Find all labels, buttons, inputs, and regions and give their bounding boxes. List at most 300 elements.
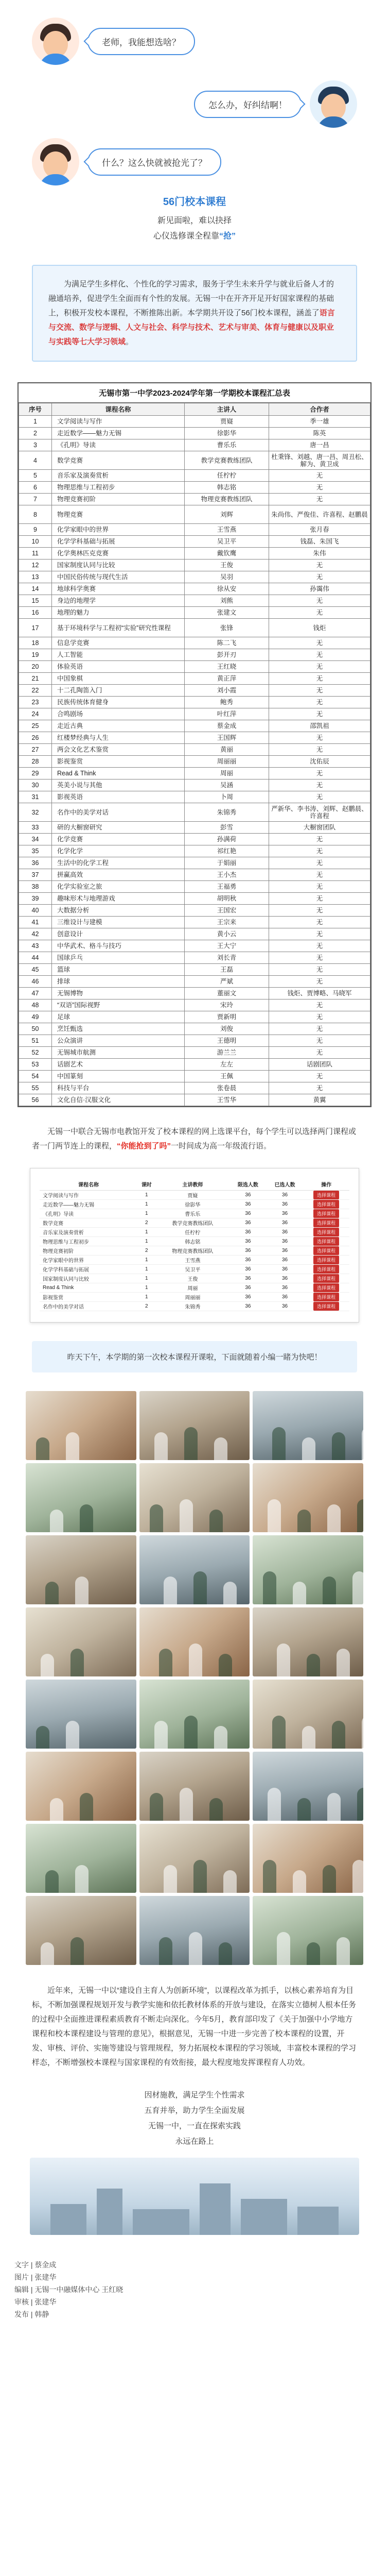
- row-number: 54: [19, 1071, 52, 1082]
- lecturer: 王俊: [185, 560, 269, 571]
- class-photo: [253, 1391, 363, 1460]
- course-name: 话剧艺术: [52, 1059, 185, 1071]
- table-row: [19, 1094, 370, 1106]
- course-name: 中国民俗传统与现代生活: [52, 571, 185, 583]
- class-photo: [26, 1535, 136, 1604]
- course-name: 化学家眼中的世界: [52, 524, 185, 536]
- column-header: 序号: [19, 403, 52, 416]
- row-number: 47: [19, 988, 52, 999]
- collaborators: 无: [269, 845, 370, 857]
- course-name: 无锡城市航测: [52, 1047, 185, 1059]
- chat-header: [0, 0, 389, 193]
- collaborators: 钱磊、朱国飞: [269, 536, 370, 548]
- collaborators: 杜秉锋、刘越、唐一昌、周丑松、解为、黄卫成: [269, 451, 370, 470]
- class-photo: [139, 1463, 250, 1532]
- selection-platform-screenshot: [30, 1168, 359, 1323]
- course-name: 音乐家及演奏赏析: [40, 1227, 137, 1236]
- lecturer: 刘俊: [185, 1023, 269, 1035]
- select-course-button[interactable]: 选择课程: [313, 1246, 339, 1255]
- collaborators: 无: [269, 881, 370, 893]
- row-number: 49: [19, 1011, 52, 1023]
- collaborators: 无: [269, 482, 370, 494]
- select-course-button[interactable]: 选择课程: [313, 1237, 339, 1246]
- capacity: 36: [229, 1227, 267, 1236]
- capacity: 36: [229, 1199, 267, 1209]
- enrolled: 36: [267, 1283, 304, 1292]
- course-name: 趣味形术与地理游戏: [52, 893, 185, 905]
- row-number: 56: [19, 1094, 52, 1106]
- teacher: 吴卫平: [156, 1264, 229, 1274]
- table-row: [19, 560, 370, 571]
- course-name: 走近数学——魅力无锡: [40, 1199, 137, 1209]
- collaborators: 无: [269, 595, 370, 607]
- periods: 1: [137, 1236, 156, 1246]
- course-name: 排球: [52, 976, 185, 988]
- course-name: Read & Think: [52, 768, 185, 779]
- lecturer: 王国辉: [185, 732, 269, 744]
- selection-row: [40, 1264, 349, 1274]
- row-number: 43: [19, 940, 52, 952]
- collaborators: 无: [269, 857, 370, 869]
- row-number: 7: [19, 494, 52, 505]
- chat-bubble-2: 怎么办，好纠结啊！: [194, 91, 302, 118]
- row-number: 8: [19, 505, 52, 524]
- row-number: 27: [19, 744, 52, 756]
- periods: 2: [137, 1246, 156, 1255]
- table-row: [19, 505, 370, 524]
- intro-line-2: 心仪选修课全程靠“抢”: [153, 232, 236, 241]
- row-number: 5: [19, 470, 52, 482]
- lecturer: 教学竞赛教练团队: [185, 451, 269, 470]
- select-course-button[interactable]: 选择课程: [313, 1209, 339, 1218]
- lecturer: 卜周: [185, 791, 269, 803]
- select-course-button[interactable]: 选择课程: [313, 1302, 339, 1311]
- collaborators: 话剧团队: [269, 1059, 370, 1071]
- capacity: 36: [229, 1283, 267, 1292]
- selection-row: [40, 1283, 349, 1292]
- row-number: 39: [19, 893, 52, 905]
- row-number: 15: [19, 595, 52, 607]
- capacity: 36: [229, 1255, 267, 1264]
- row-number: 50: [19, 1023, 52, 1035]
- collaborators: 无: [269, 673, 370, 685]
- table-row: [19, 917, 370, 928]
- periods: 1: [137, 1199, 156, 1209]
- selection-row: [40, 1236, 349, 1246]
- lecturer: 张锋: [185, 619, 269, 637]
- teacher: 王雪燕: [156, 1255, 229, 1264]
- collaborators: 无: [269, 893, 370, 905]
- teacher: 教学竞赛教练团队: [156, 1218, 229, 1227]
- collaborators: 无: [269, 952, 370, 964]
- collaborators: 季一雄: [269, 416, 370, 428]
- collaborators: 钱炬: [269, 619, 370, 637]
- lecturer: 刘熊: [185, 595, 269, 607]
- poem-line: 因材施教，满足学生个性需求: [144, 2091, 245, 2099]
- course-name: 中华武术、格斗与技巧: [52, 940, 185, 952]
- course-name: 篮球: [52, 964, 185, 976]
- course-name: 基于环境科学与工程初“实验”研究性课程: [52, 619, 185, 637]
- capacity: 36: [229, 1190, 267, 1199]
- collaborators: 无: [269, 560, 370, 571]
- course-name: 物理思维与工程初步: [40, 1236, 137, 1246]
- table-row: [19, 893, 370, 905]
- lecturer: 彭雪: [185, 822, 269, 834]
- course-name: 文学阅读与写作: [40, 1190, 137, 1199]
- table-row: [19, 768, 370, 779]
- class-photo: [26, 1680, 136, 1749]
- row-number: 10: [19, 536, 52, 548]
- table-row: [19, 857, 370, 869]
- lecturer: 徐从安: [185, 583, 269, 595]
- select-course-button[interactable]: 选择课程: [313, 1218, 339, 1227]
- row-number: 18: [19, 637, 52, 649]
- chat-bubble-1: 老师，我能想选啥？: [87, 28, 195, 55]
- course-name: Read & Think: [40, 1283, 137, 1292]
- row-number: 2: [19, 428, 52, 439]
- select-course-button[interactable]: 选择课程: [313, 1191, 339, 1199]
- lecturer: 张建文: [185, 607, 269, 619]
- collaborators: 无: [269, 607, 370, 619]
- lecturer: 左左: [185, 1059, 269, 1071]
- credit-line: 发布 | 韩静: [14, 2310, 49, 2318]
- row-number: 29: [19, 768, 52, 779]
- lecturer: 叶红萍: [185, 708, 269, 720]
- lecturer: 任柠柠: [185, 470, 269, 482]
- row-number: 28: [19, 756, 52, 768]
- collaborators: 无: [269, 1047, 370, 1059]
- row-number: 11: [19, 548, 52, 560]
- course-name: 足球: [52, 1011, 185, 1023]
- periods: 1: [137, 1190, 156, 1199]
- enrolled: 36: [267, 1209, 304, 1218]
- row-number: 32: [19, 803, 52, 822]
- table-row: [19, 928, 370, 940]
- selection-row: [40, 1255, 349, 1264]
- chat-bubble-3: 什么？这么快就被抢光了？: [87, 148, 221, 176]
- table-row: [19, 548, 370, 560]
- course-name: 物理竞赛初阶: [40, 1246, 137, 1255]
- table-row: [19, 881, 370, 893]
- course-name: 身边的地理学: [52, 595, 185, 607]
- table-row: [19, 673, 370, 685]
- selection-row: [40, 1199, 349, 1209]
- collaborators: 唐一昌: [269, 439, 370, 451]
- collaborators: 无: [269, 791, 370, 803]
- column-header: 课程名称: [52, 403, 185, 416]
- collaborators: 朱伟: [269, 548, 370, 560]
- course-name: 化学学科基础与拓展: [40, 1264, 137, 1274]
- teacher: 任柠柠: [156, 1227, 229, 1236]
- collaborators: 无: [269, 697, 370, 708]
- row-number: 35: [19, 845, 52, 857]
- course-name: 烹饪甄选: [52, 1023, 185, 1035]
- table-row: [19, 661, 370, 673]
- select-course-button[interactable]: 选择课程: [313, 1274, 339, 1283]
- collaborators: 无: [269, 1023, 370, 1035]
- periods: 1: [137, 1264, 156, 1274]
- class-photo: [139, 1824, 250, 1893]
- row-number: 12: [19, 560, 52, 571]
- select-course-button[interactable]: 选择课程: [313, 1200, 339, 1209]
- class-photo: [253, 1463, 363, 1532]
- collaborators: 严新华、李书涛、刘辉、赵鹏晨、许喜程: [269, 803, 370, 822]
- row-number: 20: [19, 661, 52, 673]
- capacity: 36: [229, 1209, 267, 1218]
- enrolled: 36: [267, 1190, 304, 1199]
- course-name: 三维设计与建模: [52, 917, 185, 928]
- girl-avatar-icon: [32, 138, 79, 185]
- lecturer: 贾嶷: [185, 416, 269, 428]
- lecturer: 黄丽: [185, 744, 269, 756]
- closing-paragraph: 近年来，无锡一中以“建设自主育人为创新环境”，以课程改革为抓手，以核心素养培育为目标，不断加强课程规划开发与教学实施和依托教材体系的开放与建设，在落实立德树人根本任务的过程中全面推进课程素质教育不断走向深化。今年5月，教育部印发了《关于加强中小学地方课程和校本课程建设与管理的意见》，根据意见，无锡一中进一步完善了校本课程的设置，开发、审核、评价、实施等建设与管理规程，努力拓展校本课程的学习领域，丰富校本课程的学习样态，不断增强校本课程与国家课程的有效衔接，最大程度地发挥课程育人功效。: [32, 1986, 357, 2067]
- class-photo: [139, 1535, 250, 1604]
- collaborators: 沈佑辰: [269, 756, 370, 768]
- select-course-button[interactable]: 选择课程: [313, 1293, 339, 1301]
- capacity: 36: [229, 1292, 267, 1301]
- course-name: 国家制度认同与比较: [40, 1274, 137, 1283]
- collaborators: 张月春: [269, 524, 370, 536]
- class-photo: [253, 1607, 363, 1676]
- class-photo: [26, 1463, 136, 1532]
- action: [303, 1292, 349, 1301]
- select-course-button[interactable]: 选择课程: [313, 1283, 339, 1292]
- course-name: 影视鉴赏: [40, 1292, 137, 1301]
- enrolled: 36: [267, 1274, 304, 1283]
- collaborators: 无: [269, 928, 370, 940]
- collaborators: 朱尚伟、严俊佳、许喜程、赵鹏晨: [269, 505, 370, 524]
- course-name: 中国篆刻: [52, 1071, 185, 1082]
- table-row: [19, 697, 370, 708]
- table-row: [19, 869, 370, 881]
- table-row: [19, 619, 370, 637]
- periods: 1: [137, 1255, 156, 1264]
- lecturer: 王小杰: [185, 869, 269, 881]
- lecturer: 曹乐乐: [185, 439, 269, 451]
- course-name: 两会文化艺术鉴赏: [52, 744, 185, 756]
- row-number: 30: [19, 779, 52, 791]
- row-number: 44: [19, 952, 52, 964]
- row-number: 21: [19, 673, 52, 685]
- lecturer: 黄正萍: [185, 673, 269, 685]
- table-row: [19, 803, 370, 822]
- lecturer: 戴钦鹰: [185, 548, 269, 560]
- table-row: [19, 451, 370, 470]
- row-number: 37: [19, 869, 52, 881]
- row-number: 1: [19, 416, 52, 428]
- lecturer: 王雪华: [185, 1094, 269, 1106]
- lecturer: 陈二飞: [185, 637, 269, 649]
- course-name: 地球科学奥赛: [52, 583, 185, 595]
- photo-gallery: [26, 1391, 363, 1965]
- table-row: [19, 524, 370, 536]
- enrolled: 36: [267, 1246, 304, 1255]
- course-table-title: 无锡市第一中学2023-2024学年第一学期校本课程汇总表: [19, 383, 370, 403]
- lecturer: 王雪燕: [185, 524, 269, 536]
- lecturer: 刘小霞: [185, 685, 269, 697]
- course-name: 体验英语: [52, 661, 185, 673]
- row-number: 6: [19, 482, 52, 494]
- collaborators: 无: [269, 637, 370, 649]
- course-name: 民族传统体育健身: [52, 697, 185, 708]
- capacity: 36: [229, 1246, 267, 1255]
- table-row: [19, 416, 370, 428]
- course-name: 化学实验室之旅: [52, 881, 185, 893]
- collaborators: 无: [269, 779, 370, 791]
- table-row: [19, 536, 370, 548]
- enrolled: 36: [267, 1236, 304, 1246]
- course-name: 物理思维与工程初步: [52, 482, 185, 494]
- select-course-button[interactable]: 选择课程: [313, 1265, 339, 1274]
- table-row: [19, 791, 370, 803]
- lecturer: 物理竞赛教练团队: [185, 494, 269, 505]
- enrolled: 36: [267, 1264, 304, 1274]
- table-row: [19, 976, 370, 988]
- collaborators: 邵凯祖: [269, 720, 370, 732]
- lecturer: 王磊: [185, 964, 269, 976]
- lecturer: 王国宏: [185, 905, 269, 917]
- selection-column-header: 课时: [137, 1179, 156, 1190]
- lecturer: 胡明秋: [185, 893, 269, 905]
- periods: 1: [137, 1209, 156, 1218]
- capacity: 36: [229, 1301, 267, 1311]
- collaborators: 无: [269, 976, 370, 988]
- collaborators: 无: [269, 940, 370, 952]
- class-photo: [139, 1680, 250, 1749]
- select-course-button[interactable]: 选择课程: [313, 1256, 339, 1264]
- teacher: 贾嶷: [156, 1190, 229, 1199]
- class-photo: [139, 1896, 250, 1965]
- class-photo: [26, 1896, 136, 1965]
- class-photo: [253, 1535, 363, 1604]
- boy-avatar-icon: [310, 80, 357, 128]
- lecturer: 吴涵: [185, 779, 269, 791]
- lecturer: 王福勇: [185, 881, 269, 893]
- row-number: 9: [19, 524, 52, 536]
- course-name: 合鸣剧场: [52, 708, 185, 720]
- course-name: 化学家眼中的世界: [40, 1255, 137, 1264]
- selection-row: [40, 1218, 349, 1227]
- teacher: 周丽: [156, 1283, 229, 1292]
- course-name: 化学竞赛: [52, 834, 185, 845]
- lecturer: 祁红艳: [185, 845, 269, 857]
- course-name: 《孔明》导读: [40, 1209, 137, 1218]
- intro-headline: 56门校本课程: [163, 196, 226, 208]
- collaborators: 陈英: [269, 428, 370, 439]
- closing-poem: [0, 2088, 389, 2149]
- class-photo: [253, 1896, 363, 1965]
- select-course-button[interactable]: 选择课程: [313, 1228, 339, 1236]
- course-name: 文化自信·汉服文化: [52, 1094, 185, 1106]
- class-photo: [139, 1607, 250, 1676]
- table-row: [19, 845, 370, 857]
- lecturer: 黄小云: [185, 928, 269, 940]
- lecturer: 吴羽: [185, 571, 269, 583]
- table-row: [19, 439, 370, 451]
- row-number: 24: [19, 708, 52, 720]
- row-number: 14: [19, 583, 52, 595]
- course-name: 信息学竞赛: [52, 637, 185, 649]
- enrolled: 36: [267, 1301, 304, 1311]
- action: [303, 1199, 349, 1209]
- lecturer: 刘长青: [185, 952, 269, 964]
- lecturer: 贾新明: [185, 1011, 269, 1023]
- row-number: 33: [19, 822, 52, 834]
- table-row: [19, 779, 370, 791]
- table-row: [19, 708, 370, 720]
- collaborators: 无: [269, 905, 370, 917]
- row-number: 45: [19, 964, 52, 976]
- collaborators: 无: [269, 571, 370, 583]
- collaborators: 钱炬、贾博略、马晓军: [269, 988, 370, 999]
- class-photo: [26, 1391, 136, 1460]
- lecturer: 周丽: [185, 768, 269, 779]
- teacher: 曹乐乐: [156, 1209, 229, 1218]
- periods: 2: [137, 1218, 156, 1227]
- credit-line: 文字 | 蔡金成: [14, 2261, 57, 2269]
- course-name: 英美小说与其他: [52, 779, 185, 791]
- selection-row: [40, 1209, 349, 1218]
- girl-avatar-icon: [32, 18, 79, 65]
- table-row: [19, 822, 370, 834]
- course-table: [17, 382, 372, 1107]
- course-name: 音乐家及演奏赏析: [52, 470, 185, 482]
- course-name: 地理的魅力: [52, 607, 185, 619]
- table-row: [19, 1071, 370, 1082]
- course-name: 中国象棋: [52, 673, 185, 685]
- row-number: 3: [19, 439, 52, 451]
- course-name: 国家制度认同与比较: [52, 560, 185, 571]
- action: [303, 1246, 349, 1255]
- table-row: [19, 999, 370, 1011]
- row-number: 25: [19, 720, 52, 732]
- course-name: 影视鉴赏: [52, 756, 185, 768]
- row-number: 48: [19, 999, 52, 1011]
- course-name: 无锡博物: [52, 988, 185, 999]
- collaborators: 无: [269, 494, 370, 505]
- intro-grab-word: “抢”: [219, 232, 236, 241]
- action: [303, 1227, 349, 1236]
- action: [303, 1274, 349, 1283]
- selection-row: [40, 1246, 349, 1255]
- table-row: [19, 649, 370, 661]
- teacher: 徐影华: [156, 1199, 229, 1209]
- collaborators: 无: [269, 768, 370, 779]
- course-name: 国球乒乓: [52, 952, 185, 964]
- course-name: 走近数学——魅力无锡: [52, 428, 185, 439]
- course-name: 物理竞赛初阶: [52, 494, 185, 505]
- row-number: 31: [19, 791, 52, 803]
- course-name: 数学竞赛: [40, 1218, 137, 1227]
- table-row: [19, 988, 370, 999]
- row-number: 41: [19, 917, 52, 928]
- periods: 1: [137, 1283, 156, 1292]
- row-number: 19: [19, 649, 52, 661]
- lecturer: 游兰兰: [185, 1047, 269, 1059]
- table-row: [19, 428, 370, 439]
- table-row: [19, 583, 370, 595]
- selection-row: [40, 1274, 349, 1283]
- chat-row-2: [194, 80, 357, 128]
- selection-column-header: 已选人数: [267, 1179, 304, 1190]
- class-photo: [26, 1607, 136, 1676]
- lecturer: 鲍秀: [185, 697, 269, 708]
- row-number: 23: [19, 697, 52, 708]
- collaborators: 无: [269, 470, 370, 482]
- course-name: 人工智能: [52, 649, 185, 661]
- class-photo: [26, 1752, 136, 1821]
- action: [303, 1301, 349, 1311]
